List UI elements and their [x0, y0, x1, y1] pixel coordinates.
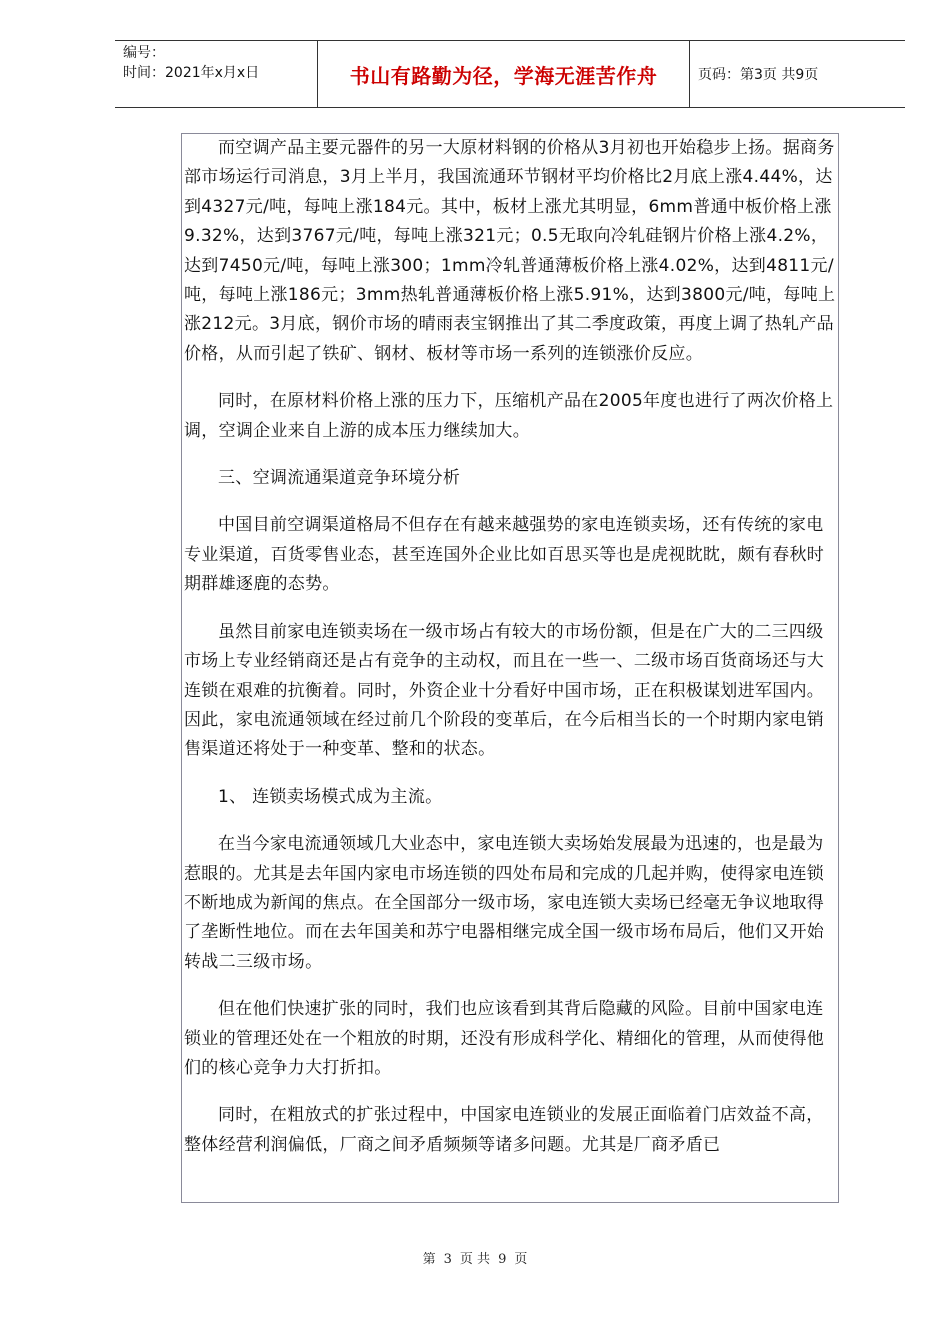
header-motto: 书山有路勤为径，学海无涯苦作舟 [349, 63, 658, 88]
paragraph-problems: 同时，在粗放式的扩张过程中，中国家电连锁业的发展正面临着门店效益不高，整体经营利润偏低，厂商之间矛盾频频等诸多问题。尤其是厂商矛盾已 [184, 1105, 824, 1155]
footer-middle: 页 共 [459, 1252, 491, 1267]
document-body [181, 133, 839, 1203]
header-page-info: 页码：第3页 共9页 [698, 67, 819, 83]
paragraph-market-share: 虽然目前家电连锁卖场在一级市场占有较大的市场份额，但是在广大的二三四级市场上专业经销商还是占有竞争的主动权，而且在一些一、二级市场百货商场还与大连锁在艰难的抗衡着。同时，外资企业十分看好中国市场，正在积极谋划进军国内。因此，家电流通领域在经过前几个阶段的变革后，在今后相当长的一个时期内家电销售渠道还将处于一种变革、整和的状态。 [184, 621, 825, 760]
section-heading: 三、空调流通渠道竞争环境分析 [218, 468, 461, 489]
header-meta [123, 43, 319, 83]
page-header [115, 40, 905, 108]
subsection-heading: 1、 连锁卖场模式成为主流。 [218, 786, 443, 807]
footer-page-number: 3 [443, 1252, 452, 1267]
footer-suffix: 页 [514, 1252, 528, 1267]
date-label: 时间：2021年x月x日 [123, 65, 260, 81]
paragraph-chain-stores: 在当今家电流通领域几大业态中，家电连锁大卖场始发展最为迅速的，也是最为惹眼的。尤其是去年国内家电市场连锁的四处布局和完成的几起并购，使得家电连锁不断地成为新闻的焦点。在全国部分一级市场，家电连锁大卖场已经毫无争议地取得了垄断性地位。而在去年国美和苏宁电器相继完成全国一级市场布局后，他们又开始转战二三级市场。 [184, 834, 825, 972]
paragraph-steel-price: 而空调产品主要元器件的另一大原材料钢的价格从3月初也开始稳步上扬。据商务部市场运行司消息，3月上半月，我国流通环节钢材平均价格比2月底上涨4.44%，达到4327元/吨，每吨上涨184元。其中，板材上涨尤其明显，6mm普通中板价格上涨9.32%，达到3767元/吨，每吨上涨321元；0.5无取向冷轧硅钢片价格上涨4.2%，达到7450元/吨，每吨上涨300；1mm冷轧普通薄板价格上涨4.02%，达到4811元/吨，每吨上涨186元；3mm热轧普通薄板价格上涨5.91%，达到3800元/吨，每吨上涨212元。3月底，钢价市场的晴雨表宝钢推出了其二季度政策，再度上调了热轧产品价格，从而引起了铁矿、钢材、板材等市场一系列的连锁涨价反应。 [184, 138, 836, 364]
paragraph-channel-structure: 中国目前空调渠道格局不但存在有越来越强势的家电连锁卖场，还有传统的家电专业渠道，百货零售业态，甚至连国外企业比如百思买等也是虎视眈眈，颇有春秋时期群雄逐鹿的态势。 [184, 515, 825, 595]
page-footer [0, 1248, 950, 1267]
footer-prefix: 第 [422, 1252, 436, 1267]
footer-total-pages: 9 [498, 1252, 507, 1267]
paragraph-risks: 但在他们快速扩张的同时，我们也应该看到其背后隐藏的风险。目前中国家电连锁业的管理还处在一个粗放的时期，还没有形成科学化、精细化的管理，从而使得他们的核心竞争力大打折扣。 [184, 999, 825, 1078]
serial-number-label: 编号： [123, 45, 165, 61]
paragraph-compressor-price: 同时，在原材料价格上涨的压力下，压缩机产品在2005年度也进行了两次价格上调，空调企业来自上游的成本压力继续加大。 [184, 391, 834, 441]
